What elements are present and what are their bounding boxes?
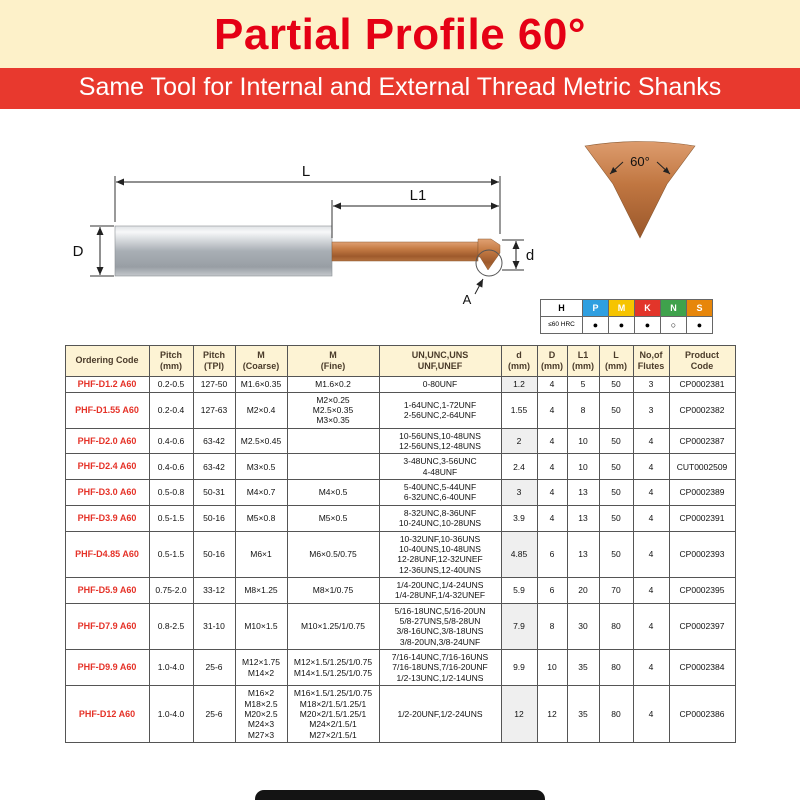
ordering-code-cell: PHF-D3.9 A60 [65,505,149,531]
product-code-cell: CP0002393 [669,531,735,577]
bottom-bar [255,790,545,800]
spec-cell: 7/16-14UNC,7/16-16UNS 7/16-18UNS,7/16-20UNF 1/2-13UNC,1/2-14UNS [379,650,501,686]
material-group-header: S [687,300,713,317]
spec-cell: M6×0.5/0.75 [287,531,379,577]
spec-cell: 13 [567,480,599,506]
spec-cell: 8 [537,603,567,649]
spec-cell: 80 [599,650,633,686]
spec-cell: 20 [567,577,599,603]
table-row [65,454,735,480]
spec-cell: 13 [567,531,599,577]
spec-cell: M12×1.5/1.25/1/0.75 M14×1.5/1.25/1/0.75 [287,650,379,686]
spec-cell: M8×1/0.75 [287,577,379,603]
spec-cell: M2×0.4 [235,392,287,428]
spec-header-row [65,346,735,377]
filled-dot: ● [583,317,609,334]
spec-cell: 1/2-20UNF,1/2-24UNS [379,686,501,743]
table-row [65,392,735,428]
product-code-cell: CP0002397 [669,603,735,649]
column-header: Pitch (mm) [149,346,193,377]
material-group-header: N [661,300,687,317]
spec-cell: 25-6 [193,650,235,686]
spec-cell [287,428,379,454]
spec-cell: 63-42 [193,454,235,480]
spec-cell: 10 [567,454,599,480]
column-header: No,of Flutes [633,346,669,377]
spec-cell: 4 [633,650,669,686]
tool-shaft [332,242,478,261]
ordering-code-cell: PHF-D2.0 A60 [65,428,149,454]
spec-cell: 50-31 [193,480,235,506]
column-header: UN,UNC,UNS UNF,UNEF [379,346,501,377]
dim-label-D: D [72,243,84,260]
spec-cell: 10-56UNS,10-48UNS 12-56UNS,12-48UNS [379,428,501,454]
spec-cell: 1-64UNC,1-72UNF 2-56UNC,2-64UNF [379,392,501,428]
spec-cell: 3.9 [501,505,537,531]
ordering-code-cell: PHF-D9.9 A60 [65,650,149,686]
spec-cell: 8-32UNC,8-36UNF 10-24UNC,10-28UNS [379,505,501,531]
dim-label-d: d [525,247,535,264]
hardness-row [541,317,713,334]
spec-cell: M6×1 [235,531,287,577]
spec-cell: 30 [567,603,599,649]
spec-cell: 4 [537,480,567,506]
spec-cell: M4×0.5 [287,480,379,506]
product-code-cell: CP0002387 [669,428,735,454]
spec-cell: 3-48UNC,3-56UNC 4-48UNF [379,454,501,480]
ordering-code-cell: PHF-D5.9 A60 [65,577,149,603]
table-row [65,505,735,531]
spec-cell: 2 [501,428,537,454]
column-header: Pitch (TPI) [193,346,235,377]
diagram-section [0,109,800,341]
spec-cell: M16×1.5/1.25/1/0.75 M18×2/1.5/1.25/1 M20×2/1.5/1.25/1 M24×2/1.5/1 M27×2/1.5/1 [287,686,379,743]
hardness-label: ≤60 HRC [541,317,583,334]
table-row [65,650,735,686]
spec-cell: 50 [599,454,633,480]
spec-cell: 50 [599,376,633,392]
material-group-header: P [583,300,609,317]
spec-cell: 4 [633,603,669,649]
product-code-cell: CP0002382 [669,392,735,428]
spec-cell: 35 [567,650,599,686]
dim-label-L: L [301,163,311,180]
product-code-cell: CP0002391 [669,505,735,531]
subtitle-text: Same Tool for Internal and External Thread Metric Shanks [78,73,722,101]
spec-cell: 50 [599,392,633,428]
open-dot: ○ [661,317,687,334]
spec-cell: 31-10 [193,603,235,649]
material-group-header: M [609,300,635,317]
spec-cell: 0-80UNF [379,376,501,392]
ordering-code-cell: PHF-D12 A60 [65,686,149,743]
spec-cell: M10×1.5 [235,603,287,649]
spec-cell: 4 [537,454,567,480]
spec-table [65,345,736,743]
column-header: Ordering Code [65,346,149,377]
spec-cell: 8 [567,392,599,428]
spec-cell: 80 [599,686,633,743]
spec-cell: M1.6×0.2 [287,376,379,392]
spec-cell: 50 [599,531,633,577]
spec-cell: 5-40UNC,5-44UNF 6-32UNC,6-40UNF [379,480,501,506]
spec-cell: 80 [599,603,633,649]
spec-cell: M2×0.25 M2.5×0.35 M3×0.35 [287,392,379,428]
spec-cell: 50 [599,480,633,506]
spec-cell: 0.2-0.4 [149,392,193,428]
ordering-code-cell: PHF-D2.4 A60 [65,454,149,480]
spec-cell: M5×0.8 [235,505,287,531]
spec-cell: 0.75-2.0 [149,577,193,603]
hardness-table-wrap [540,299,713,334]
spec-cell: 0.4-0.6 [149,428,193,454]
spec-cell: 33-12 [193,577,235,603]
spec-cell: 4 [633,531,669,577]
spec-cell: 5/16-18UNC,5/16-20UN 5/8-27UNS,5/8-28UN 3/8-16UNC,3/8-18UNS 3/8-20UN,3/8-24UNF [379,603,501,649]
table-row [65,531,735,577]
spec-cell: 3 [633,392,669,428]
spec-cell: 9.9 [501,650,537,686]
material-header-row [541,300,713,317]
spec-cell [287,454,379,480]
spec-cell: M12×1.75 M14×2 [235,650,287,686]
spec-cell: M8×1.25 [235,577,287,603]
product-code-cell: CP0002389 [669,480,735,506]
spec-cell: 10 [567,428,599,454]
product-code-cell: CP0002395 [669,577,735,603]
ordering-code-cell: PHF-D1.55 A60 [65,392,149,428]
spec-cell: 50-16 [193,531,235,577]
spec-cell: 25-6 [193,686,235,743]
spec-cell: 4 [537,376,567,392]
product-code-cell: CUT0002509 [669,454,735,480]
tool-diagram [30,139,570,334]
spec-cell: 4 [633,505,669,531]
spec-cell: 4 [537,392,567,428]
spec-cell: 5.9 [501,577,537,603]
spec-cell: 63-42 [193,428,235,454]
spec-cell: 1.55 [501,392,537,428]
spec-cell: 4 [633,454,669,480]
column-header: Product Code [669,346,735,377]
header [0,0,800,109]
dim-label-L1: L1 [409,187,427,204]
spec-cell: 35 [567,686,599,743]
page-title: Partial Profile 60° [214,10,586,59]
column-header: L1 (mm) [567,346,599,377]
detail-label-A: A [462,292,472,307]
spec-cell: 50 [599,428,633,454]
material-group-header: K [635,300,661,317]
spec-cell: M4×0.7 [235,480,287,506]
spec-cell: 3 [501,480,537,506]
product-code-cell: CP0002381 [669,376,735,392]
spec-cell: 0.5-1.5 [149,505,193,531]
spec-cell: 1.0-4.0 [149,650,193,686]
spec-cell: 4 [633,686,669,743]
table-row [65,376,735,392]
spec-cell: 12 [537,686,567,743]
spec-cell: 3 [633,376,669,392]
spec-cell: 4.85 [501,531,537,577]
ordering-code-cell: PHF-D1.2 A60 [65,376,149,392]
spec-cell: 6 [537,577,567,603]
thread-angle-diagram [555,134,725,252]
material-group-header: H [541,300,583,317]
spec-cell: M10×1.25/1/0.75 [287,603,379,649]
spec-cell: M1.6×0.35 [235,376,287,392]
spec-cell: 4 [537,505,567,531]
spec-cell: 10-32UNF,10-36UNS 10-40UNS,10-48UNS 12-28UNF,12-32UNEF 12-36UNS,12-40UNS [379,531,501,577]
spec-cell: 127-63 [193,392,235,428]
spec-cell: 13 [567,505,599,531]
spec-cell: 0.5-0.8 [149,480,193,506]
column-header: M (Coarse) [235,346,287,377]
spec-cell: 50 [599,505,633,531]
column-header: L (mm) [599,346,633,377]
spec-cell: 10 [537,650,567,686]
ordering-code-cell: PHF-D7.9 A60 [65,603,149,649]
tool-shank [115,226,332,276]
spec-cell: 5 [567,376,599,392]
filled-dot: ● [687,317,713,334]
spec-cell: 0.5-1.5 [149,531,193,577]
column-header: D (mm) [537,346,567,377]
column-header: M (Fine) [287,346,379,377]
spec-cell: 6 [537,531,567,577]
spec-cell: 1.0-4.0 [149,686,193,743]
spec-table-section [0,341,800,743]
spec-cell: 0.2-0.5 [149,376,193,392]
product-code-cell: CP0002386 [669,686,735,743]
table-row [65,480,735,506]
spec-cell: 4 [537,428,567,454]
table-row [65,603,735,649]
hardness-table [540,299,713,334]
spec-cell: M5×0.5 [287,505,379,531]
table-row [65,686,735,743]
spec-cell: 4 [633,480,669,506]
spec-cell: M3×0.5 [235,454,287,480]
filled-dot: ● [609,317,635,334]
spec-cell: 4 [633,577,669,603]
spec-cell: 127-50 [193,376,235,392]
ordering-code-cell: PHF-D4.85 A60 [65,531,149,577]
spec-cell: 0.4-0.6 [149,454,193,480]
angle-label: 60° [630,154,650,169]
spec-cell: M2.5×0.45 [235,428,287,454]
spec-cell: M16×2 M18×2.5 M20×2.5 M24×3 M27×3 [235,686,287,743]
spec-cell: 7.9 [501,603,537,649]
ordering-code-cell: PHF-D3.0 A60 [65,480,149,506]
product-code-cell: CP0002384 [669,650,735,686]
table-row [65,577,735,603]
spec-cell: 4 [633,428,669,454]
subtitle-bar [0,68,800,109]
spec-cell: 1.2 [501,376,537,392]
spec-cell: 2.4 [501,454,537,480]
table-row [65,428,735,454]
tool-tip [478,239,500,270]
spec-cell: 50-16 [193,505,235,531]
column-header: d (mm) [501,346,537,377]
spec-cell: 1/4-20UNC,1/4-24UNS 1/4-28UNF,1/4-32UNEF [379,577,501,603]
spec-cell: 0.8-2.5 [149,603,193,649]
spec-cell: 70 [599,577,633,603]
filled-dot: ● [635,317,661,334]
spec-cell: 12 [501,686,537,743]
detail-arrow [475,279,483,294]
